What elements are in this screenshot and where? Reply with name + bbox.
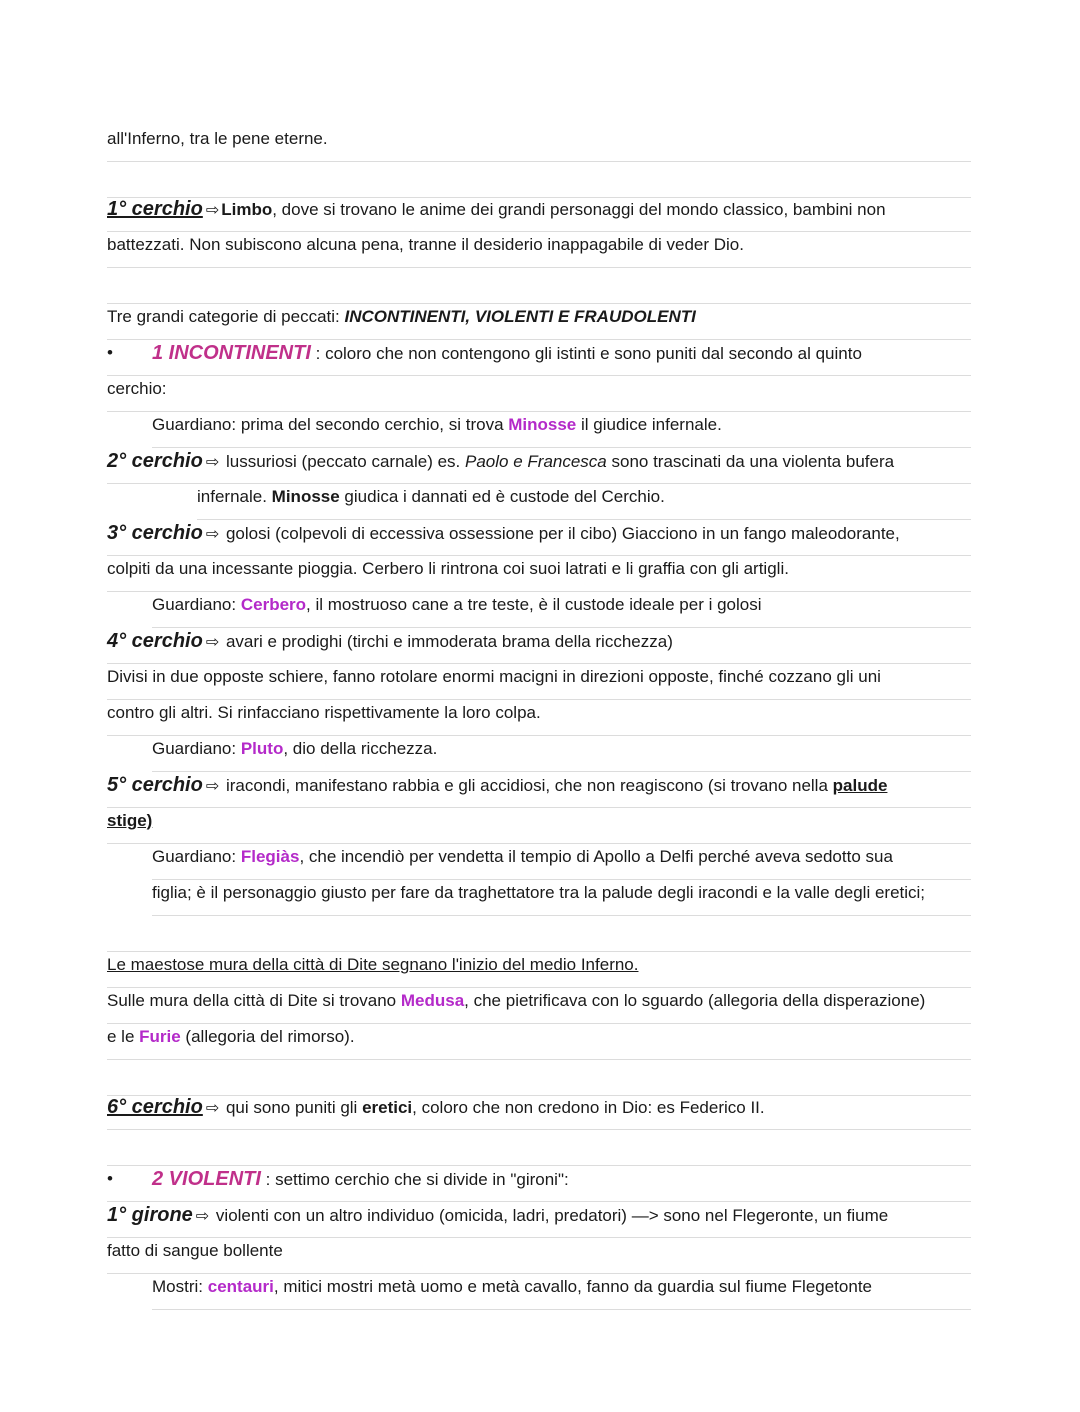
circle-4-line-2 xyxy=(107,664,971,700)
circle-3-text-2: colpiti da una incessante pioggia. Cerbero li rintrona coi suoi latrati e li graffia con gli artigli. xyxy=(107,559,789,578)
circle-4-line-3 xyxy=(107,700,971,736)
arrow-icon: ⇨ xyxy=(195,1208,210,1225)
circle-3-line xyxy=(107,520,971,556)
girone-1-title: 1° girone xyxy=(107,1204,193,1226)
circle-2-title: 2° cerchio xyxy=(107,450,203,472)
circle-4-text: avari e prodighi (tirchi e immoderata brama della ricchezza) xyxy=(221,632,673,651)
circle-5-guard-line xyxy=(152,844,971,880)
circle-2-text: lussuriosi (peccato carnale) es. xyxy=(221,452,466,471)
guard-label: Guardiano: xyxy=(152,415,241,434)
centauri-name: centauri xyxy=(207,1277,274,1296)
circle-4-title: 4° cerchio xyxy=(107,630,203,652)
bullet-icon: • xyxy=(107,1169,113,1188)
categories-list: INCONTINENTI, VIOLENTI E FRAUDOLENTI xyxy=(344,307,696,326)
palude-word: palude xyxy=(832,776,888,795)
intro-text: all'Inferno, tra le pene eterne. xyxy=(107,129,328,148)
circle-3-title: 3° cerchio xyxy=(107,522,203,544)
flegias-name: Flegiàs xyxy=(240,847,300,866)
blank-line xyxy=(107,268,971,304)
eretici-word: eretici xyxy=(362,1098,413,1117)
girone-1-line-2 xyxy=(107,1238,971,1274)
incontinenti-text-2: cerchio: xyxy=(107,379,167,398)
arrow-icon: ⇨ xyxy=(205,1100,220,1117)
girone-1-monster-line xyxy=(152,1274,971,1310)
guard-text: prima del secondo cerchio, si trova xyxy=(240,415,509,434)
incontinenti-title: 1 INCONTINENTI xyxy=(152,342,311,364)
guard-text-post: , che incendiò per vendetta il tempio di Apollo a Delfi perché aveva sedotto sua xyxy=(299,847,893,866)
arrow-icon: ⇨ xyxy=(205,454,220,471)
blank-line xyxy=(107,1060,971,1096)
incontinenti-line-2 xyxy=(107,376,971,412)
bullet-icon: • xyxy=(107,343,113,362)
guard-text-post: , il mostruoso cane a tre teste, è il custode ideale per i golosi xyxy=(306,595,762,614)
minosse-bold: Minosse xyxy=(271,487,340,506)
violenti-text: : settimo cerchio che si divide in "gironi": xyxy=(260,1170,569,1189)
minosse-name: Minosse xyxy=(508,415,577,434)
intro-line xyxy=(107,126,971,162)
circle-4-text-3: contro gli altri. Si rinfacciano rispettivamente la loro colpa. xyxy=(107,703,541,722)
circle-6-title: 6° cerchio xyxy=(107,1096,203,1118)
circle-3-line-2 xyxy=(107,556,971,592)
furie-name: Furie xyxy=(139,1027,181,1046)
girone-1-line xyxy=(107,1202,971,1238)
circle-5-line xyxy=(107,772,971,808)
limbo-name: Limbo xyxy=(221,200,273,219)
paolo-francesca: Paolo e Francesca xyxy=(465,452,607,471)
circle-4-line xyxy=(107,628,971,664)
circle-5-title: 5° cerchio xyxy=(107,774,203,796)
dite-text-2-post: , che pietrificava con lo sguardo (allegoria della disperazione) xyxy=(464,991,926,1010)
arrow-icon: ⇨ xyxy=(205,778,220,795)
dite-text-2: Sulle mura della città di Dite si trovano xyxy=(107,991,401,1010)
dite-text: Le maestose mura della città di Dite segnano l'inizio del medio Inferno. xyxy=(107,955,639,974)
stige-word: stige) xyxy=(107,811,153,830)
guard-text-2: figlia; è il personaggio giusto per fare da traghettatore tra la palude degli iracondi e la valle degli eretici; xyxy=(152,883,926,902)
medusa-name: Medusa xyxy=(400,991,465,1010)
cerbero-name: Cerbero xyxy=(240,595,307,614)
dite-text-3-post: (allegoria del rimorso). xyxy=(180,1027,355,1046)
circle-5-guard-line-2 xyxy=(152,880,971,916)
girone-1-text-2: fatto di sangue bollente xyxy=(107,1241,283,1260)
pluto-name: Pluto xyxy=(240,739,284,758)
circle-4-guard-line xyxy=(152,736,971,772)
guard-text-post: , dio della ricchezza. xyxy=(283,739,438,758)
incontinenti-line xyxy=(107,340,971,376)
categories-prefix: Tre grandi categorie di peccati: xyxy=(107,307,345,326)
dite-line xyxy=(107,952,971,988)
monster-label: Mostri: xyxy=(152,1277,208,1296)
circle-3-text: golosi (colpevoli di eccessiva ossessione per il cibo) Giacciono in un fango maleodorante, xyxy=(221,524,900,543)
incontinenti-text: : coloro che non contengono gli istinti e sono puniti dal secondo al quinto xyxy=(310,344,862,363)
circle-1-line-2 xyxy=(107,232,971,268)
circle-6-text-post: , coloro che non credono in Dio: es Federico II. xyxy=(412,1098,765,1117)
circle-6-line xyxy=(107,1094,971,1130)
circle-1-text: , dove si trovano le anime dei grandi personaggi del mondo classico, bambini non xyxy=(272,200,886,219)
guard-label: Guardiano: xyxy=(152,739,241,758)
circle-1-text-2: battezzati. Non subiscono alcuna pena, tranne il desiderio inappagabile di veder Dio. xyxy=(107,235,744,254)
circle-1-title: 1° cerchio xyxy=(107,198,203,220)
circle-2-text-post: sono trascinati da una violenta bufera xyxy=(606,452,895,471)
circle-1-line xyxy=(107,196,971,232)
circle-6-text: qui sono puniti gli xyxy=(221,1098,363,1117)
dite-line-3 xyxy=(107,1024,971,1060)
categories-line xyxy=(107,304,971,340)
circle-4-text-2: Divisi in due opposte schiere, fanno rotolare enormi macigni in direzioni opposte, finché cozzano gli uni xyxy=(107,667,881,686)
circle-2-text-2-post: giudica i dannati ed è custode del Cerchio. xyxy=(339,487,665,506)
blank-line xyxy=(107,1130,971,1166)
dite-text-3: e le xyxy=(107,1027,140,1046)
arrow-icon: ⇨ xyxy=(205,202,220,219)
violenti-line xyxy=(107,1166,971,1202)
violenti-title: 2 VIOLENTI xyxy=(152,1168,261,1190)
girone-1-text: violenti con un altro individuo (omicida, ladri, predatori) —> sono nel Flegeronte, un fiume xyxy=(211,1206,889,1225)
circle-5-line-2 xyxy=(107,808,971,844)
blank-line xyxy=(107,916,971,952)
arrow-icon: ⇨ xyxy=(205,634,220,651)
circle-3-guard-line xyxy=(152,592,971,628)
circle-2-line-2 xyxy=(197,484,971,520)
arrow-icon: ⇨ xyxy=(205,526,220,543)
circle-2-text-2: infernale. xyxy=(197,487,272,506)
blank-line xyxy=(107,162,971,198)
circle-2-line xyxy=(107,448,971,484)
dite-line-2 xyxy=(107,988,971,1024)
guard-label: Guardiano: xyxy=(152,595,241,614)
guard-text-post: il giudice infernale. xyxy=(576,415,722,434)
circle-5-text: iracondi, manifestano rabbia e gli accidiosi, che non reagiscono (si trovano nella xyxy=(221,776,833,795)
incontinenti-guard-line xyxy=(152,412,971,448)
guard-label: Guardiano: xyxy=(152,847,241,866)
monster-text-post: , mitici mostri metà uomo e metà cavallo, fanno da guardia sul fiume Flegetonte xyxy=(273,1277,872,1296)
